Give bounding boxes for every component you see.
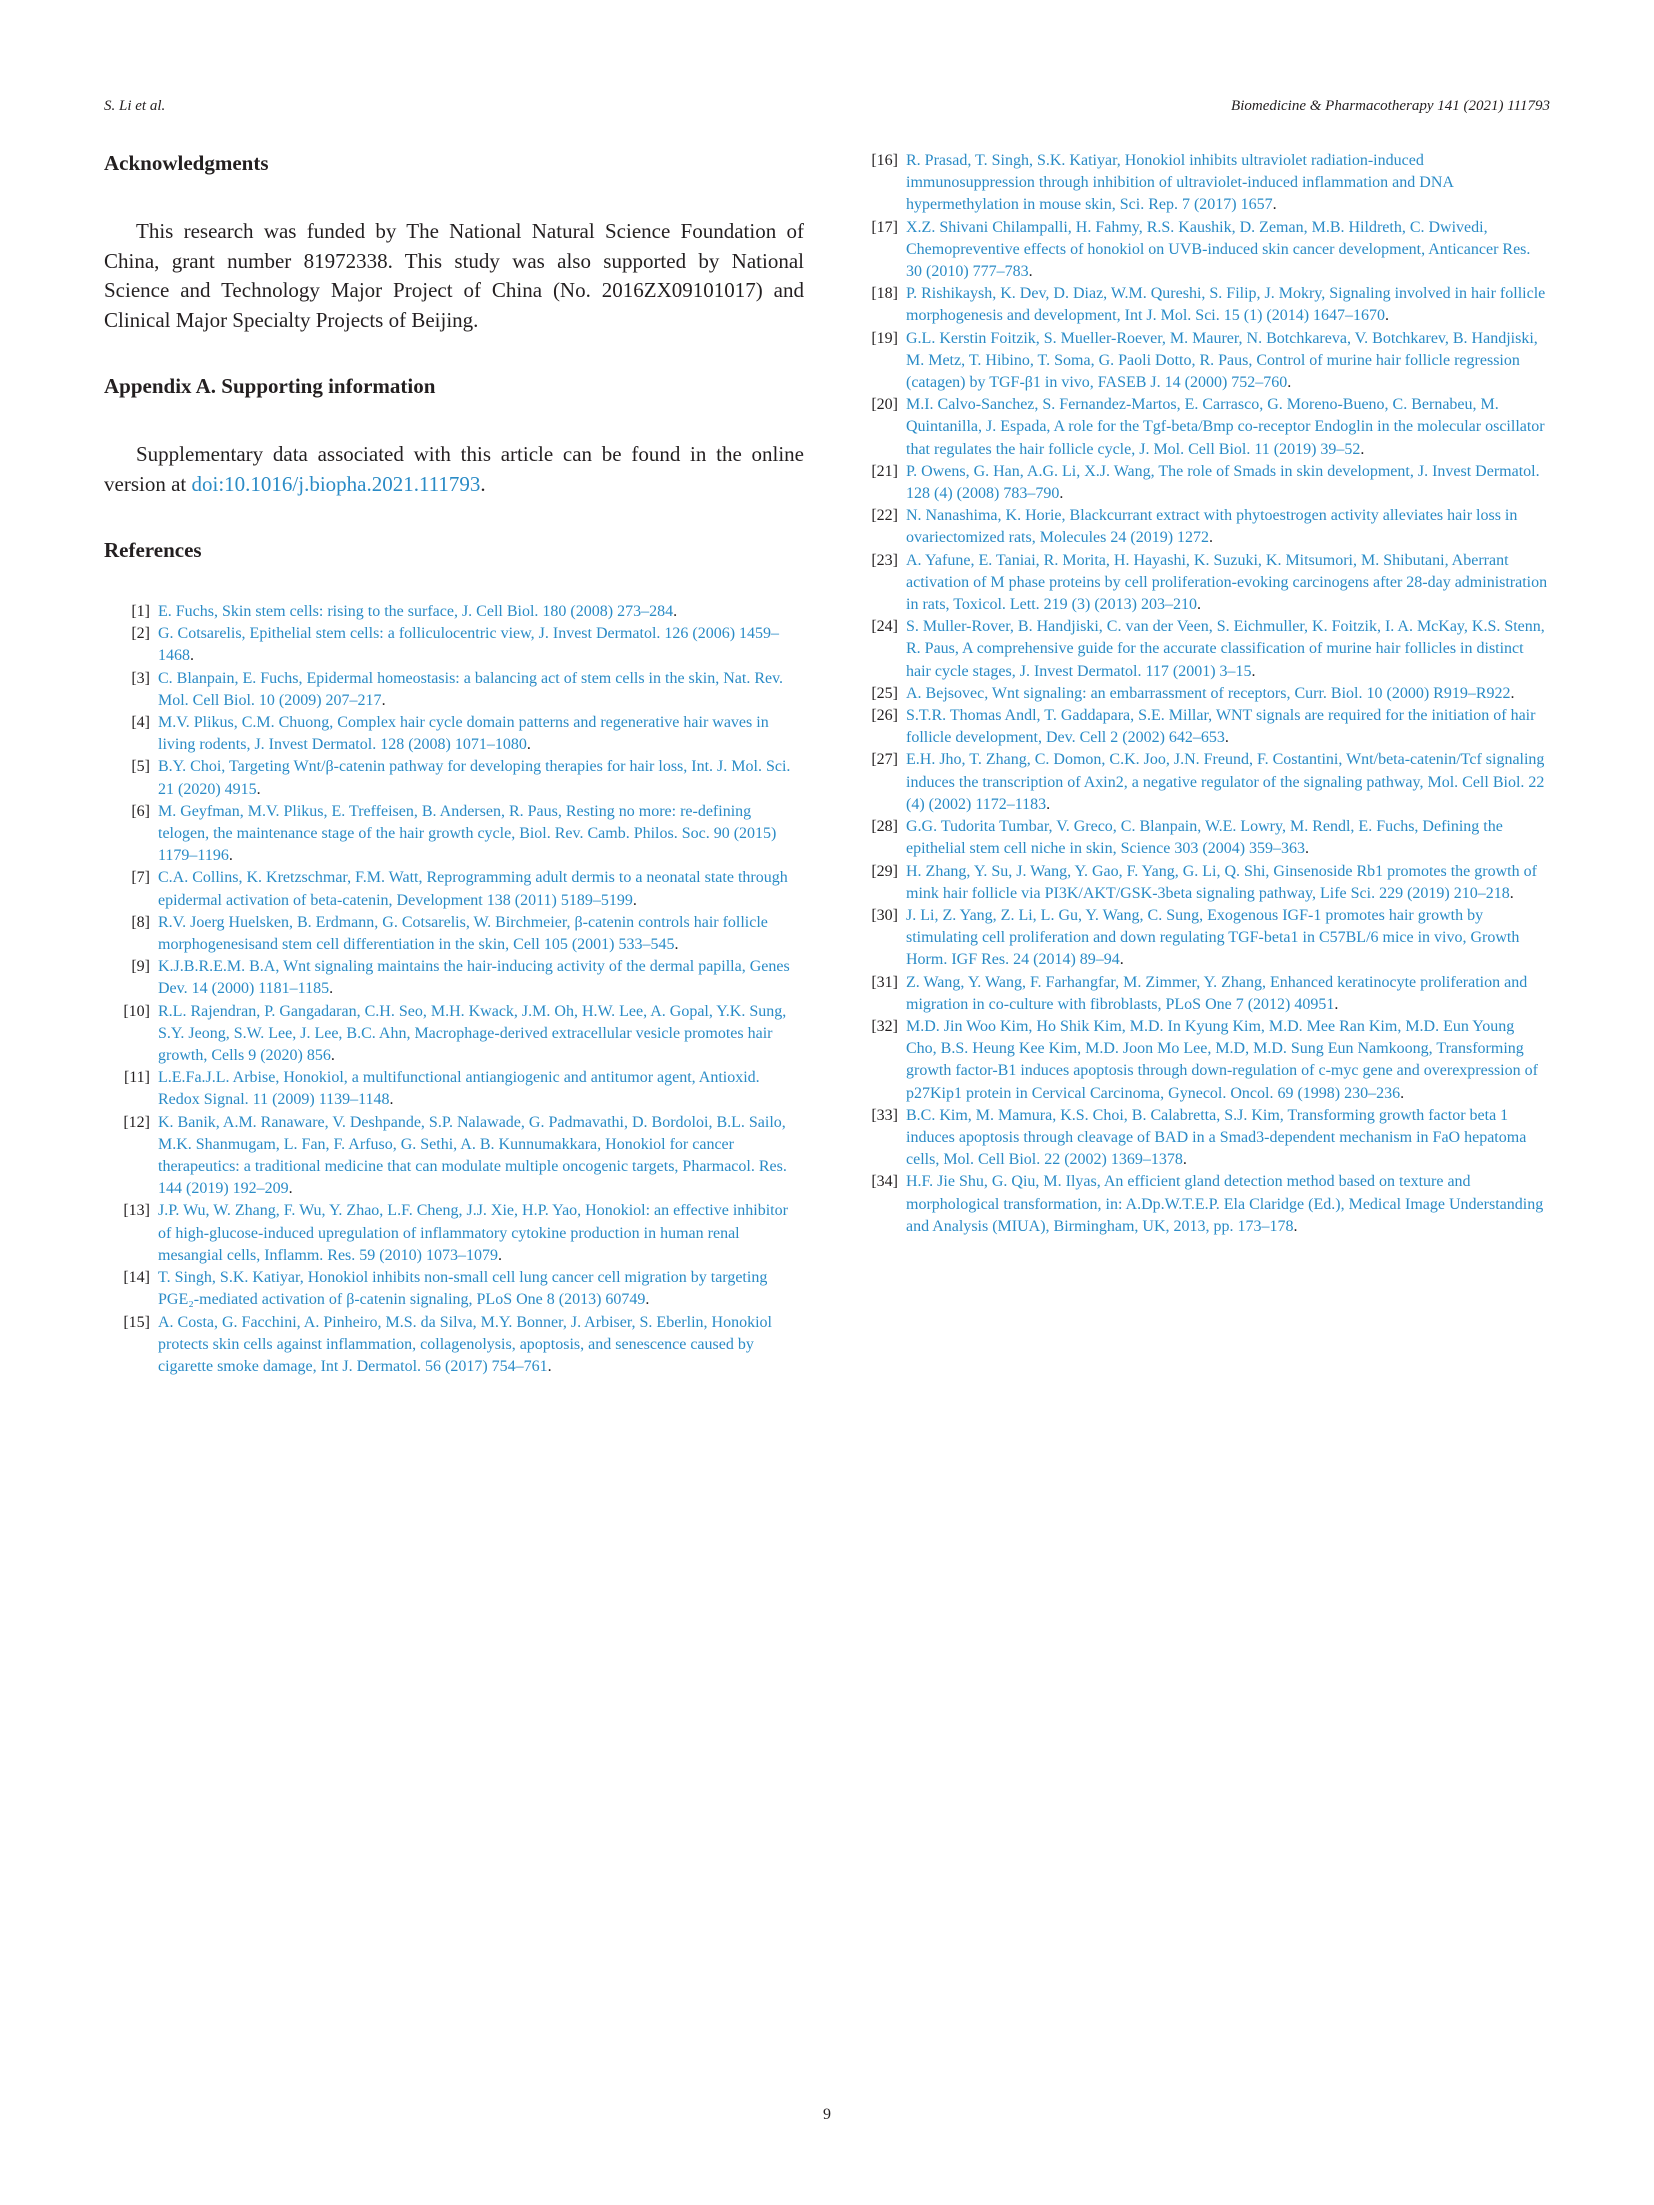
reference-number: [5] [131,758,150,776]
reference-link[interactable]: A. Bejsovec, Wnt signaling: an embarrassment of receptors, Curr. Biol. 10 (2000) R919–R922 . [906,683,1548,705]
reference-link[interactable]: M.I. Calvo-Sanchez, S. Fernandez-Martos, E. Carrasco, G. Moreno-Bueno, C. Bernabeu, M. Quintanilla, J. Espada, A role for the Tgf-beta/Bmp co-receptor Endoglin in the molecular oscillator that regulates the hair follicle cycle, J. Mol. Cell Biol. 11 (2019) 39–52 . [906,394,1548,461]
acknowledgments-text: This research was funded by The National Natural Science Foundation of China, grant number 81972338. This study was also supported by National Science and Technology Major Project of China (No. 2016ZX09101017) and Clinical Major Specialty Projects of Beijing. [104,219,804,332]
reference-number: [1] [131,603,150,620]
reference-link[interactable]: M.V. Plikus, C.M. Chuong, Complex hair cycle domain patterns and regenerative hair waves in living rodents, J. Invest Dermatol. 128 (2008) 1071–1080 . [158,712,804,756]
reference-link[interactable]: R. Prasad, T. Singh, S.K. Katiyar, Honokiol inhibits ultraviolet radiation-induced immunosuppression through inhibition of ultraviolet-induced inflammation and DNA hypermethylation in mouse skin, Sci. Rep. 7 (2017) 1657 . [906,150,1548,217]
reference-item [104,712,804,756]
reference-number: [10] [123,1002,150,1020]
reference-item [858,150,1548,217]
doi-link[interactable]: doi:10.1016/j.biopha.2021.111793 [191,471,481,496]
reference-number: [13] [123,1202,150,1220]
reference-link[interactable]: N. Nanashima, K. Horie, Blackcurrant extract with phytoestrogen activity alleviates hair loss in ovariectomized rats, Molecules 24 (2019) 1272 . [906,505,1548,549]
reference-item [858,861,1548,905]
reference-number: [9] [131,958,150,976]
reference-link[interactable]: Z. Wang, Y. Wang, F. Farhangfar, M. Zimmer, Y. Zhang, Enhanced keratinocyte proliferation and migration in co-culture with fibroblasts, PLoS One 7 (2012) 40951 . [906,972,1548,1016]
reference-link[interactable]: G.G. Tudorita Tumbar, V. Greco, C. Blanpain, W.E. Lowry, M. Rendl, E. Fuchs, Defining the epithelial stem cell niche in skin, Science 303 (2004) 359–363 . [906,816,1548,860]
reference-number: [29] [871,862,898,880]
reference-link[interactable]: P. Owens, G. Han, A.G. Li, X.J. Wang, The role of Smads in skin development, J. Invest Dermatol. 128 (4) (2008) 783–790 . [906,461,1548,505]
right-column [858,150,1548,1238]
reference-number: [34] [871,1173,898,1191]
reference-item [104,601,804,623]
reference-link[interactable]: H. Zhang, Y. Su, J. Wang, Y. Gao, F. Yang, G. Li, Q. Shi, Ginsenoside Rb1 promotes the growth of mink hair follicle via PI3K/AKT/GSK-3beta signaling pathway, Life Sci. 229 (2019) 210–218 . [906,861,1548,905]
references-list-right [858,150,1548,1238]
reference-link[interactable]: M. Geyfman, M.V. Plikus, E. Treffeisen, B. Andersen, R. Paus, Resting no more: re-defining telogen, the maintenance stage of the hair growth cycle, Biol. Rev. Camb. Philos. Soc. 90 (2015) 1179–1196 . [158,801,804,868]
reference-number: [11] [123,1069,150,1087]
reference-link[interactable]: A. Yafune, E. Taniai, R. Morita, H. Hayashi, K. Suzuki, K. Mitsumori, M. Shibutani, Aberrant activation of M phase proteins by cell proliferation-evoking carcinogens after 28-day administration in rats, Toxicol. Lett. 219 (3) (2013) 203–210 . [906,550,1548,617]
reference-item [858,283,1548,327]
reference-link[interactable]: H.F. Jie Shu, G. Qiu, M. Ilyas, An efficient gland detection method based on texture and morphological transformation, in: A.Dp.W.T.E.P. Ela Claridge (Ed.), Medical Image Understanding and Analysis (MIUA), Birmingham, UK, 2013, pp. 173–178 . [906,1171,1548,1238]
reference-link[interactable]: S. Muller-Rover, B. Handjiski, C. van der Veen, S. Eichmuller, K. Foitzik, I. A. McKay, K.S. Stenn, R. Paus, A comprehensive guide for the accurate classification of murine hair follicles in distinct hair cycle stages, J. Invest Dermatol. 117 (2001) 3–15 . [906,616,1548,683]
reference-link[interactable]: L.E.Fa.J.L. Arbise, Honokiol, a multifunctional antiangiogenic and antitumor agent, Antioxid. Redox Signal. 11 (2009) 1139–1148 . [158,1067,804,1111]
reference-item [858,217,1548,284]
reference-item [858,905,1548,972]
reference-link[interactable]: T. Singh, S.K. Katiyar, Honokiol inhibits non-small cell lung cancer cell migration by targeting PGE₂-mediated activation of β-catenin signaling, PLoS One 8 (2013) 60749 . [158,1267,804,1311]
reference-number: [8] [131,913,150,931]
reference-item [858,972,1548,1016]
reference-item [858,749,1548,816]
reference-number: [33] [871,1106,898,1124]
references-list-left [104,601,804,1378]
reference-number: [30] [871,906,898,924]
reference-number: [24] [871,618,898,636]
reference-number: [16] [871,152,898,169]
reference-link[interactable]: J. Li, Z. Yang, Z. Li, L. Gu, Y. Wang, C. Sung, Exogenous IGF-1 promotes hair growth by stimulating cell proliferation and down regulating TGF-beta1 in C57BL/6 mice in vivo, Growth Horm. IGF Res. 24 (2014) 89–94 . [906,905,1548,972]
reference-link[interactable]: K. Banik, A.M. Ranaware, V. Deshpande, S.P. Nalawade, G. Padmavathi, D. Bordoloi, B.L. Sailo, M.K. Shanmugam, L. Fan, F. Arfuso, G. Sethi, A. B. Kunnumakkara, Honokiol for cancer therapeutics: a traditional medicine that can modulate multiple oncogenic targets, Pharmacol. Res. 144 (2019) 192–209 . [158,1112,804,1201]
reference-number: [21] [871,462,898,480]
acknowledgments-heading: Acknowledgments [104,151,269,175]
appendix-text [104,440,804,499]
reference-link[interactable]: A. Costa, G. Facchini, A. Pinheiro, M.S. da Silva, M.Y. Bonner, J. Arbiser, S. Eberlin, Honokiol protects skin cells against inflammation, collagenolysis, apoptosis, and senescence caused by cigarette smoke damage, Int J. Dermatol. 56 (2017) 754–761 . [158,1312,804,1379]
reference-number: [6] [131,802,150,820]
reference-link[interactable]: M.D. Jin Woo Kim, Ho Shik Kim, M.D. In Kyung Kim, M.D. Mee Ran Kim, M.D. Eun Young Cho, B.S. Heung Kee Kim, M.D. Joon Mo Lee, M.D, M.D. Sung Eun Namkoong, Transforming growth factor-B1 induces apoptosis through down-regulation of c-myc gene and overexpression of p27Kip1 protein in Cervical Carcinoma, Gynecol. Oncol. 69 (1998) 230–236 . [906,1016,1548,1105]
reference-item [858,550,1548,617]
reference-item [104,756,804,800]
reference-number: [20] [871,396,898,414]
reference-link[interactable]: R.V. Joerg Huelsken, B. Erdmann, G. Cotsarelis, W. Birchmeier, β-catenin controls hair follicle morphogenesisand stem cell differentiation in the skin, Cell 105 (2001) 533–545 . [158,912,804,956]
reference-number: [4] [131,714,150,732]
reference-item [104,1067,804,1111]
running-head-authors: S. Li et al. [104,98,166,114]
reference-item [104,1312,804,1379]
page-number: 9 [823,2106,831,2123]
reference-number: [2] [131,625,150,643]
reference-item [858,705,1548,749]
reference-item [858,1016,1548,1105]
reference-item [858,816,1548,860]
reference-item [858,394,1548,461]
reference-item [104,912,804,956]
reference-number: [32] [871,1017,898,1035]
reference-link[interactable]: R.L. Rajendran, P. Gangadaran, C.H. Seo, M.H. Kwack, J.M. Oh, H.W. Lee, A. Gopal, Y.K. Sung, S.Y. Jeong, S.W. Lee, J. Lee, B.C. Ahn, Macrophage-derived extracellular vesicle promotes hair growth, Cells 9 (2020) 856 . [158,1001,804,1068]
reference-link[interactable]: G. Cotsarelis, Epithelial stem cells: a folliculocentric view, J. Invest Dermatol. 126 (2006) 1459–1468 . [158,623,804,667]
reference-link[interactable]: B.C. Kim, M. Mamura, K.S. Choi, B. Calabretta, S.J. Kim, Transforming growth factor beta 1 induces apoptosis through cleavage of BAD in a Smad3-dependent mechanism in FaO hepatoma cells, Mol. Cell Biol. 22 (2002) 1369–1378 . [906,1105,1548,1172]
reference-number: [14] [123,1269,150,1287]
reference-item [858,328,1548,395]
reference-link[interactable]: X.Z. Shivani Chilampalli, H. Fahmy, R.S. Kaushik, D. Zeman, M.B. Hildreth, C. Dwivedi, Chemopreventive effects of honokiol on UVB-induced skin cancer development, Anticancer Res. 30 (2010) 777–783 . [906,217,1548,284]
reference-number: [7] [131,869,150,887]
reference-link[interactable]: S.T.R. Thomas Andl, T. Gaddapara, S.E. Millar, WNT signals are required for the initiation of hair follicle development, Dev. Cell 2 (2002) 642–653 . [906,705,1548,749]
reference-number: [3] [131,669,150,687]
reference-item [104,801,804,868]
appendix-text-after: . [480,471,486,496]
reference-item [104,1112,804,1201]
reference-item [858,616,1548,683]
reference-item [104,867,804,911]
reference-item [858,505,1548,549]
reference-link[interactable]: E. Fuchs, Skin stem cells: rising to the surface, J. Cell Biol. 180 (2008) 273–284 . [158,601,804,623]
reference-number: [25] [871,684,898,702]
reference-link[interactable]: B.Y. Choi, Targeting Wnt/β-catenin pathway for developing therapies for hair loss, Int. J. Mol. Sci. 21 (2020) 4915 . [158,756,804,800]
reference-number: [23] [871,551,898,569]
reference-number: [22] [871,507,898,525]
left-column [104,150,804,1378]
appendix-heading: Appendix A. Supporting information [104,374,436,398]
reference-item [858,683,1548,705]
reference-number: [26] [871,707,898,725]
reference-number: [15] [123,1313,150,1331]
reference-number: [17] [871,218,898,236]
appendix-text-before: Supplementary data associated with this article can be found in the online version at [104,442,804,496]
references-heading: References [104,538,202,562]
reference-item [858,1105,1548,1172]
reference-link[interactable]: E.H. Jho, T. Zhang, C. Domon, C.K. Joo, J.N. Freund, F. Costantini, Wnt/beta-catenin/Tcf signaling induces the transcription of Axin2, a negative regulator of the signaling pathway, Mol. Cell Biol. 22 (4) (2002) 1172–1183 . [906,749,1548,816]
running-head-journal: Biomedicine & Pharmacotherapy 141 (2021) 111793 [1231,98,1550,114]
reference-item [104,956,804,1000]
reference-number: [19] [871,329,898,347]
reference-item [104,1001,804,1068]
reference-item [104,623,804,667]
reference-item [104,1267,804,1311]
reference-item [858,461,1548,505]
reference-item [104,668,804,712]
reference-item [104,1200,804,1267]
reference-link[interactable]: G.L. Kerstin Foitzik, S. Mueller-Roever, M. Maurer, N. Botchkareva, V. Botchkarev, B. Handjiski, M. Metz, T. Hibino, T. Soma, G. Paoli Dotto, R. Paus, Control of murine hair follicle regression (catagen) by TGF-β1 in vivo, FASEB J. 14 (2000) 752–760 . [906,328,1548,395]
reference-link[interactable]: C. Blanpain, E. Fuchs, Epidermal homeostasis: a balancing act of stem cells in the skin, Nat. Rev. Mol. Cell Biol. 10 (2009) 207–217 . [158,668,804,712]
reference-item [858,1171,1548,1238]
reference-link[interactable]: C.A. Collins, K. Kretzschmar, F.M. Watt, Reprogramming adult dermis to a neonatal state through epidermal activation of beta-catenin, Development 138 (2011) 5189–5199 . [158,867,804,911]
reference-number: [18] [871,285,898,303]
reference-number: [31] [871,973,898,991]
reference-link[interactable]: P. Rishikaysh, K. Dev, D. Diaz, W.M. Qureshi, S. Filip, J. Mokry, Signaling involved in hair follicle morphogenesis and development, Int J. Mol. Sci. 15 (1) (2014) 1647–1670 . [906,283,1548,327]
reference-link[interactable]: K.J.B.R.E.M. B.A, Wnt signaling maintains the hair-inducing activity of the dermal papilla, Genes Dev. 14 (2000) 1181–1185 . [158,956,804,1000]
reference-link[interactable]: J.P. Wu, W. Zhang, F. Wu, Y. Zhao, L.F. Cheng, J.J. Xie, H.P. Yao, Honokiol: an effective inhibitor of high-glucose-induced upregulation of inflammatory cytokine production in human renal mesangial cells, Inflamm. Res. 59 (2010) 1073–1079 . [158,1200,804,1267]
reference-number: [28] [871,818,898,836]
reference-number: [12] [123,1113,150,1131]
reference-number: [27] [871,751,898,769]
